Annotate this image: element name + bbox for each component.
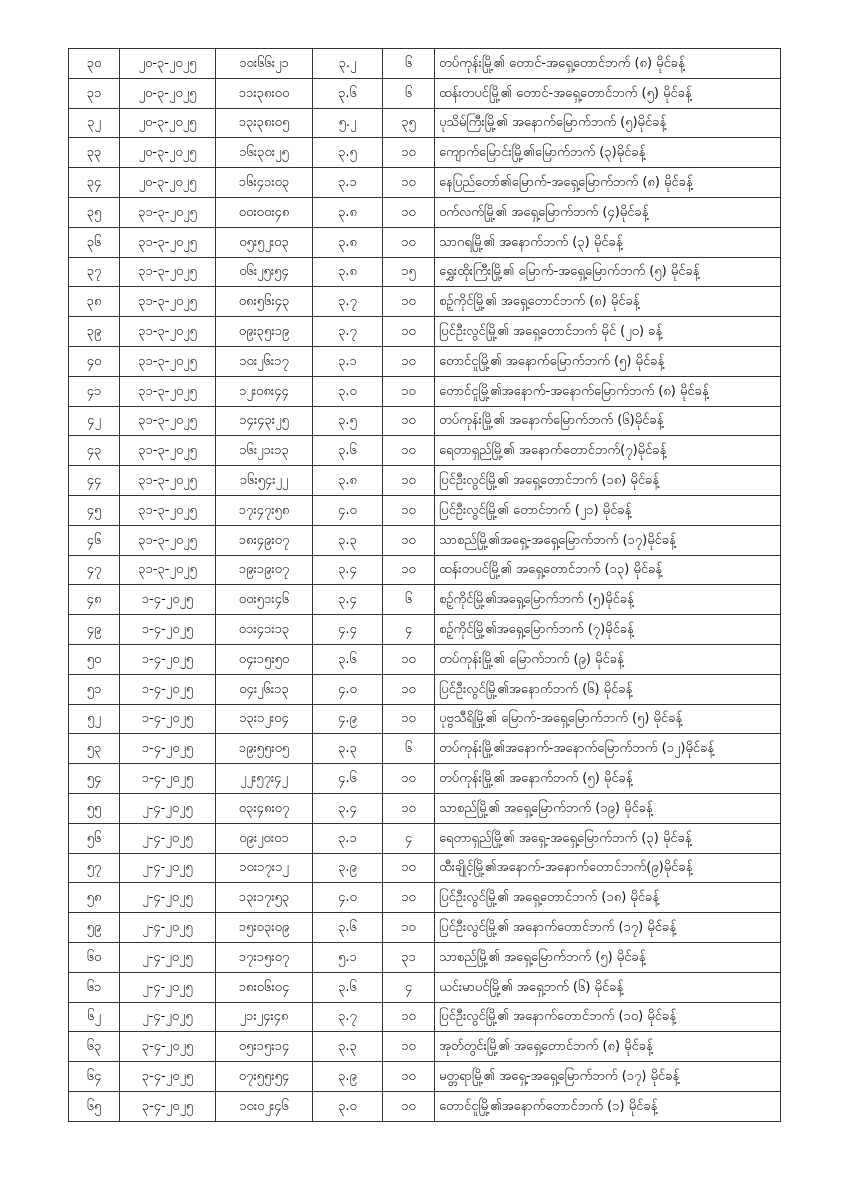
- date-cell: ၃-၄-၂၀၂၅: [120, 1032, 216, 1062]
- time-cell: ၂၂း၅၇း၄၂: [216, 764, 313, 794]
- magnitude-cell: ၃.၀: [313, 1091, 383, 1121]
- time-cell: ၁၉း၅၅း၀၅: [216, 734, 313, 764]
- location-cell: စဉ့်ကိုင်မြို့၏အရှေ့မြောက်ဘက် (၅)မိုင်ခန့်: [435, 585, 781, 615]
- depth-cell: ၁၀: [383, 525, 435, 555]
- time-cell: ၁၀း၀၂း၄၆: [216, 1091, 313, 1121]
- depth-cell: ၁၀: [383, 1091, 435, 1121]
- date-cell: ၂-၄-၂၀၂၅: [120, 853, 216, 883]
- row-number-cell: ၄၃: [69, 436, 120, 466]
- row-number-cell: ၅၄: [69, 764, 120, 794]
- date-cell: ၃၁-၃-၂၀၂၅: [120, 346, 216, 376]
- magnitude-cell: ၃.၃: [313, 525, 383, 555]
- magnitude-cell: ၃.၂: [313, 49, 383, 79]
- depth-cell: ၁၀: [383, 644, 435, 674]
- depth-cell: ၃၁: [383, 942, 435, 972]
- depth-cell: ၆: [383, 585, 435, 615]
- location-cell: ပြင်ဦးလွင်မြို့၏အနောက်ဘက် (၆) မိုင်ခန့်: [435, 674, 781, 704]
- row-number-cell: ၅၁: [69, 674, 120, 704]
- time-cell: ၁၇း၁၅း၀၇: [216, 942, 313, 972]
- table-row: [69, 644, 781, 674]
- date-cell: ၃-၄-၂၀၂၅: [120, 1062, 216, 1092]
- magnitude-cell: ၃.၈: [313, 197, 383, 227]
- row-number-cell: ၃၄: [69, 168, 120, 198]
- magnitude-cell: ၃.၅: [313, 406, 383, 436]
- magnitude-cell: ၃.၄: [313, 555, 383, 585]
- date-cell: ၂-၄-၂၀၂၅: [120, 913, 216, 943]
- location-cell: သာစည်မြို့၏ အရှေ့မြောက်ဘက် (၁၉) မိုင်ခန့်: [435, 793, 781, 823]
- magnitude-cell: ၄.၆: [313, 764, 383, 794]
- magnitude-cell: ၃.၁: [313, 346, 383, 376]
- depth-cell: ၁၀: [383, 1062, 435, 1092]
- row-number-cell: ၅၃: [69, 734, 120, 764]
- location-cell: ပြင်ဦးလွင်မြို့၏ အနောက်တောင်ဘက် (၁၇) မိုင်ခန့်: [435, 913, 781, 943]
- table-row: [69, 942, 781, 972]
- magnitude-cell: ၃.၄: [313, 585, 383, 615]
- table-row: [69, 913, 781, 943]
- date-cell: ၃-၄-၂၀၂၅: [120, 1091, 216, 1121]
- row-number-cell: ၄၀: [69, 346, 120, 376]
- magnitude-cell: ၃.၆: [313, 78, 383, 108]
- date-cell: ၁-၄-၂၀၂၅: [120, 585, 216, 615]
- table-row: [69, 138, 781, 168]
- location-cell: ရေတာရှည်မြို့၏ အနောက်တောင်ဘက်(၇)မိုင်ခန့်: [435, 436, 781, 466]
- magnitude-cell: ၃.၃: [313, 1032, 383, 1062]
- time-cell: ၁၀း၂၆း၁၇: [216, 346, 313, 376]
- time-cell: ၁၃း၃၈း၀၅: [216, 108, 313, 138]
- time-cell: ၁၁း၃၈း၀၀: [216, 78, 313, 108]
- time-cell: ၀၀း၀၀း၄၈: [216, 197, 313, 227]
- date-cell: ၂-၄-၂၀၂၅: [120, 942, 216, 972]
- location-cell: အုတ်တွင်းမြို့၏ အရှေ့တောင်ဘက် (၈) မိုင်ခန့်: [435, 1032, 781, 1062]
- magnitude-cell: ၃.၆: [313, 913, 383, 943]
- earthquake-table: [68, 48, 781, 1122]
- date-cell: ၂၀-၃-၂၀၂၅: [120, 168, 216, 198]
- row-number-cell: ၅၀: [69, 644, 120, 674]
- location-cell: ပြင်ဦးလွင်မြို့၏ အရှေ့တောင်ဘက် (၁၈) မိုင်ခန့်: [435, 466, 781, 496]
- date-cell: ၃၁-၃-၂၀၂၅: [120, 555, 216, 585]
- location-cell: တပ်ကုန်းမြို့၏ အနောက်ဘက် (၅) မိုင်ခန့်: [435, 764, 781, 794]
- depth-cell: ၁၀: [383, 883, 435, 913]
- depth-cell: ၁၀: [383, 1032, 435, 1062]
- date-cell: ၃၁-၃-၂၀၂၅: [120, 287, 216, 317]
- depth-cell: ၁၀: [383, 287, 435, 317]
- table-row: [69, 883, 781, 913]
- row-number-cell: ၅၉: [69, 913, 120, 943]
- row-number-cell: ၆၅: [69, 1091, 120, 1121]
- time-cell: ၀၇း၅၅း၅၄: [216, 1062, 313, 1092]
- date-cell: ၂-၄-၂၀၂၅: [120, 883, 216, 913]
- row-number-cell: ၆၁: [69, 972, 120, 1002]
- location-cell: ပြင်ဦးလွင်မြို့၏ တောင်ဘက် (၂၁) မိုင်ခန့်: [435, 495, 781, 525]
- row-number-cell: ၄၉: [69, 615, 120, 645]
- magnitude-cell: ၅.၁: [313, 942, 383, 972]
- date-cell: ၂-၄-၂၀၂၅: [120, 793, 216, 823]
- row-number-cell: ၅၆: [69, 823, 120, 853]
- date-cell: ၁-၄-၂၀၂၅: [120, 615, 216, 645]
- location-cell: ထန်းတပင်မြို့၏ တောင်-အရှေ့တောင်ဘက် (၅) မိုင်ခန့်: [435, 78, 781, 108]
- depth-cell: ၁၀: [383, 317, 435, 347]
- location-cell: စဉ့်ကိုင်မြို့၏အရှေ့မြောက်ဘက် (၇)မိုင်ခန့်: [435, 615, 781, 645]
- depth-cell: ၁၀: [383, 346, 435, 376]
- magnitude-cell: ၃.၆: [313, 644, 383, 674]
- time-cell: ၀၃း၄၈း၀၇: [216, 793, 313, 823]
- date-cell: ၁-၄-၂၀၂၅: [120, 644, 216, 674]
- date-cell: ၂-၄-၂၀၂၅: [120, 823, 216, 853]
- table-row: [69, 197, 781, 227]
- location-cell: သာစည်မြို့၏အရှေ့-အရှေ့မြောက်ဘက် (၁၇)မိုင်ခန့်: [435, 525, 781, 555]
- date-cell: ၃၁-၃-၂၀၂၅: [120, 525, 216, 555]
- row-number-cell: ၄၅: [69, 495, 120, 525]
- depth-cell: ၁၀: [383, 764, 435, 794]
- time-cell: ၀၅း၁၅း၁၄: [216, 1032, 313, 1062]
- time-cell: ၁၆း၄၁း၀၃: [216, 168, 313, 198]
- magnitude-cell: ၃.၆: [313, 972, 383, 1002]
- depth-cell: ၁၀: [383, 1002, 435, 1032]
- row-number-cell: ၄၆: [69, 525, 120, 555]
- magnitude-cell: ၃.၇: [313, 317, 383, 347]
- table-body: [69, 49, 781, 1122]
- row-number-cell: ၃၂: [69, 108, 120, 138]
- location-cell: ဝက်လက်မြို့၏ အရှေ့မြောက်ဘက် (၄)မိုင်ခန့်: [435, 197, 781, 227]
- depth-cell: ၃၅: [383, 108, 435, 138]
- row-number-cell: ၄၂: [69, 406, 120, 436]
- table-row: [69, 376, 781, 406]
- location-cell: ပြင်ဦးလွင်မြို့၏ အနောက်တောင်ဘက် (၁၀) မိုင်ခန့်: [435, 1002, 781, 1032]
- date-cell: ၂၀-၃-၂၀၂၅: [120, 138, 216, 168]
- magnitude-cell: ၄.၄: [313, 615, 383, 645]
- magnitude-cell: ၃.၈: [313, 227, 383, 257]
- location-cell: ထီးချိုင့်မြို့၏အနောက်-အနောက်တောင်ဘက်(၉)မိုင်ခန့်: [435, 853, 781, 883]
- row-number-cell: ၄၈: [69, 585, 120, 615]
- row-number-cell: ၄၄: [69, 466, 120, 496]
- location-cell: ရေတာရှည်မြို့၏ အရှေ့-အရှေ့မြောက်ဘက် (၃) မိုင်ခန့်: [435, 823, 781, 853]
- row-number-cell: ၅၂: [69, 704, 120, 734]
- row-number-cell: ၃၃: [69, 138, 120, 168]
- table-row: [69, 555, 781, 585]
- depth-cell: ၁၀: [383, 853, 435, 883]
- location-cell: ထန်းတပင်မြို့၏ အရှေ့တောင်ဘက် (၁၃) မိုင်ခန့်: [435, 555, 781, 585]
- row-number-cell: ၄၇: [69, 555, 120, 585]
- date-cell: ၃၁-၃-၂၀၂၅: [120, 257, 216, 287]
- time-cell: ၀၉း၃၅း၁၉: [216, 317, 313, 347]
- time-cell: ၀၅း၅၂း၀၃: [216, 227, 313, 257]
- location-cell: တောင်ငူမြို့၏အနောက်-အနောက်မြောက်ဘက် (၈) မိုင်ခန့်: [435, 376, 781, 406]
- table-row: [69, 972, 781, 1002]
- table-row: [69, 1091, 781, 1121]
- time-cell: ၀၉း၂၀း၀၁: [216, 823, 313, 853]
- table-row: [69, 764, 781, 794]
- magnitude-cell: ၃.၄: [313, 793, 383, 823]
- row-number-cell: ၃၆: [69, 227, 120, 257]
- table-row: [69, 1062, 781, 1092]
- table-row: [69, 227, 781, 257]
- depth-cell: ၄: [383, 823, 435, 853]
- time-cell: ၁၅း၀၃း၀၉: [216, 913, 313, 943]
- row-number-cell: ၆၂: [69, 1002, 120, 1032]
- time-cell: ၁၆း၃၀း၂၅: [216, 138, 313, 168]
- date-cell: ၁-၄-၂၀၂၅: [120, 734, 216, 764]
- date-cell: ၁-၄-၂၀၂၅: [120, 764, 216, 794]
- time-cell: ၁၉း၁၉း၀၇: [216, 555, 313, 585]
- table-row: [69, 823, 781, 853]
- row-number-cell: ၅၅: [69, 793, 120, 823]
- row-number-cell: ၃၁: [69, 78, 120, 108]
- location-cell: ပြင်ဦးလွင်မြို့၏ အရှေ့တောင်ဘက် (၁၈) မိုင်ခန့်: [435, 883, 781, 913]
- table-row: [69, 49, 781, 79]
- depth-cell: ၁၀: [383, 406, 435, 436]
- table-row: [69, 287, 781, 317]
- location-cell: တပ်ကုန်းမြို့၏ မြောက်ဘက် (၉) မိုင်ခန့်: [435, 644, 781, 674]
- time-cell: ၀၆း၂၅း၅၄: [216, 257, 313, 287]
- depth-cell: ၁၀: [383, 436, 435, 466]
- table-row: [69, 257, 781, 287]
- table-row: [69, 585, 781, 615]
- table-row: [69, 466, 781, 496]
- time-cell: ၁၆း၅၄း၂၂: [216, 466, 313, 496]
- magnitude-cell: ၃.၃: [313, 734, 383, 764]
- date-cell: ၃၁-၃-၂၀၂၅: [120, 495, 216, 525]
- magnitude-cell: ၃.၁: [313, 823, 383, 853]
- time-cell: ၁၃း၁၇း၅၃: [216, 883, 313, 913]
- location-cell: ပြင်ဦးလွင်မြို့၏ အရှေ့တောင်ဘက် မိုင် (၂၀) ခန့်: [435, 317, 781, 347]
- table-row: [69, 793, 781, 823]
- date-cell: ၃၁-၃-၂၀၂၅: [120, 376, 216, 406]
- time-cell: ၀၄း၁၅း၅၀: [216, 644, 313, 674]
- time-cell: ၁၆း၂၁း၁၃: [216, 436, 313, 466]
- location-cell: သာစည်မြို့၏ အရှေ့မြောက်ဘက် (၅) မိုင်ခန့်: [435, 942, 781, 972]
- table-row: [69, 346, 781, 376]
- depth-cell: ၆: [383, 734, 435, 764]
- time-cell: ၀၀း၅၁း၄၆: [216, 585, 313, 615]
- table-row: [69, 674, 781, 704]
- depth-cell: ၁၀: [383, 704, 435, 734]
- time-cell: ၀၁း၄၁း၁၃: [216, 615, 313, 645]
- depth-cell: ၁၀: [383, 227, 435, 257]
- location-cell: တပ်ကုန်းမြို့၏အနောက်-အနောက်မြောက်ဘက် (၁၂)မိုင်ခန့်: [435, 734, 781, 764]
- location-cell: သာဂရမြို့၏ အနောက်ဘက် (၃) မိုင်ခန့်: [435, 227, 781, 257]
- time-cell: ၀၄း၂၆း၁၃: [216, 674, 313, 704]
- row-number-cell: ၃၇: [69, 257, 120, 287]
- date-cell: ၂၀-၃-၂၀၂၅: [120, 49, 216, 79]
- depth-cell: ၁၀: [383, 168, 435, 198]
- table-row: [69, 317, 781, 347]
- magnitude-cell: ၄.၀: [313, 883, 383, 913]
- location-cell: မတ္တရာမြို့၏ အရှေ့-အရှေ့မြောက်ဘက် (၁၇) မိုင်ခန့်: [435, 1062, 781, 1092]
- row-number-cell: ၆၄: [69, 1062, 120, 1092]
- table-row: [69, 108, 781, 138]
- time-cell: ၁၃း၁၂း၀၄: [216, 704, 313, 734]
- table-row: [69, 853, 781, 883]
- location-cell: ရွှေးထိုးကြီးမြို့၏ မြောက်-အရှေ့မြောက်ဘက် (၅) မိုင်ခန့်: [435, 257, 781, 287]
- date-cell: ၂-၄-၂၀၂၅: [120, 1002, 216, 1032]
- table-row: [69, 1002, 781, 1032]
- depth-cell: ၄: [383, 615, 435, 645]
- depth-cell: ၆: [383, 49, 435, 79]
- table-row: [69, 615, 781, 645]
- magnitude-cell: ၃.၈: [313, 257, 383, 287]
- table-row: [69, 704, 781, 734]
- time-cell: ၀၈း၅၆း၄၃: [216, 287, 313, 317]
- row-number-cell: ၃၀: [69, 49, 120, 79]
- date-cell: ၃၁-၃-၂၀၂၅: [120, 317, 216, 347]
- location-cell: တပ်ကုန်းမြို့၏ အနောက်မြောက်ဘက် (၆)မိုင်ခန့်: [435, 406, 781, 436]
- time-cell: ၁၂း၀၈း၄၄: [216, 376, 313, 406]
- location-cell: ပုသိမ်ကြီးမြို့၏ အနောက်မြောက်ဘက် (၅)မိုင်ခန့်: [435, 108, 781, 138]
- location-cell: တောင်ငူမြို့၏ အနောက်မြောက်ဘက် (၅) မိုင်ခန့်: [435, 346, 781, 376]
- magnitude-cell: ၃.၀: [313, 376, 383, 406]
- location-cell: နေပြည်တော်၏မြောက်-အရှေ့မြောက်ဘက် (၈) မိုင်ခန့်: [435, 168, 781, 198]
- date-cell: ၂၀-၃-၂၀၂၅: [120, 108, 216, 138]
- time-cell: ၁၈း၄၉း၀၇: [216, 525, 313, 555]
- table-row: [69, 734, 781, 764]
- depth-cell: ၆: [383, 78, 435, 108]
- time-cell: ၁၄း၄၃း၂၅: [216, 406, 313, 436]
- row-number-cell: ၃၅: [69, 197, 120, 227]
- magnitude-cell: ၃.၇: [313, 287, 383, 317]
- row-number-cell: ၅၇: [69, 853, 120, 883]
- date-cell: ၃၁-၃-၂၀၂၅: [120, 466, 216, 496]
- depth-cell: ၄: [383, 972, 435, 1002]
- magnitude-cell: ၄.၉: [313, 704, 383, 734]
- date-cell: ၃၁-၃-၂၀၂၅: [120, 197, 216, 227]
- magnitude-cell: ၃.၉: [313, 1062, 383, 1092]
- magnitude-cell: ၃.၇: [313, 1002, 383, 1032]
- depth-cell: ၁၀: [383, 913, 435, 943]
- location-cell: တပ်ကုန်းမြို့၏ တောင်-အရှေ့တောင်ဘက် (၈) မိုင်ခန့်: [435, 49, 781, 79]
- location-cell: ပုဗ္ဗသီရိမြို့၏ မြောက်-အရှေ့မြောက်ဘက် (၅) မိုင်ခန့်: [435, 704, 781, 734]
- date-cell: ၃၁-၃-၂၀၂၅: [120, 227, 216, 257]
- location-cell: စဉ့်ကိုင်မြို့၏ အရှေ့တောင်ဘက် (၈) မိုင်ခန့်: [435, 287, 781, 317]
- row-number-cell: ၃၉: [69, 317, 120, 347]
- location-cell: ယင်းမာပင်မြို့၏ အရှေ့ဘက် (၆) မိုင်ခန့်: [435, 972, 781, 1002]
- depth-cell: ၁၀: [383, 674, 435, 704]
- table-row: [69, 436, 781, 466]
- magnitude-cell: ၄.၀: [313, 674, 383, 704]
- magnitude-cell: ၄.၀: [313, 495, 383, 525]
- depth-cell: ၁၀: [383, 466, 435, 496]
- magnitude-cell: ၃.၉: [313, 853, 383, 883]
- date-cell: ၂-၄-၂၀၂၅: [120, 972, 216, 1002]
- time-cell: ၁၀း၆၆း၂၁: [216, 49, 313, 79]
- table-row: [69, 1032, 781, 1062]
- depth-cell: ၁၀: [383, 376, 435, 406]
- date-cell: ၃၁-၃-၂၀၂၅: [120, 406, 216, 436]
- row-number-cell: ၄၁: [69, 376, 120, 406]
- table-row: [69, 525, 781, 555]
- time-cell: ၁၀း၁၇း၁၂: [216, 853, 313, 883]
- magnitude-cell: ၃.၁: [313, 168, 383, 198]
- row-number-cell: ၆၃: [69, 1032, 120, 1062]
- table-row: [69, 406, 781, 436]
- table-row: [69, 495, 781, 525]
- magnitude-cell: ၃.၈: [313, 466, 383, 496]
- magnitude-cell: ၃.၅: [313, 138, 383, 168]
- magnitude-cell: ၃.၆: [313, 436, 383, 466]
- depth-cell: ၁၀: [383, 495, 435, 525]
- location-cell: တောင်ငူမြို့၏အနောက်တောင်ဘက် (၁) မိုင်ခန့်: [435, 1091, 781, 1121]
- row-number-cell: ၆၀: [69, 942, 120, 972]
- time-cell: ၁၈း၀၆း၀၄: [216, 972, 313, 1002]
- row-number-cell: ၃၈: [69, 287, 120, 317]
- magnitude-cell: ၅.၂: [313, 108, 383, 138]
- depth-cell: ၁၀: [383, 793, 435, 823]
- time-cell: ၂၁း၂၄း၄၈: [216, 1002, 313, 1032]
- date-cell: ၁-၄-၂၀၂၅: [120, 704, 216, 734]
- depth-cell: ၁၀: [383, 138, 435, 168]
- date-cell: ၃၁-၃-၂၀၂၅: [120, 436, 216, 466]
- depth-cell: ၁၅: [383, 257, 435, 287]
- depth-cell: ၁၀: [383, 555, 435, 585]
- table-row: [69, 78, 781, 108]
- row-number-cell: ၅၈: [69, 883, 120, 913]
- table-row: [69, 168, 781, 198]
- time-cell: ၁၇း၄၇း၅၈: [216, 495, 313, 525]
- date-cell: ၂၀-၃-၂၀၂၅: [120, 78, 216, 108]
- date-cell: ၁-၄-၂၀၂၅: [120, 674, 216, 704]
- depth-cell: ၁၀: [383, 197, 435, 227]
- location-cell: ကျောက်မြောင်းမြို့၏မြောက်ဘက် (၃)မိုင်ခန့်: [435, 138, 781, 168]
